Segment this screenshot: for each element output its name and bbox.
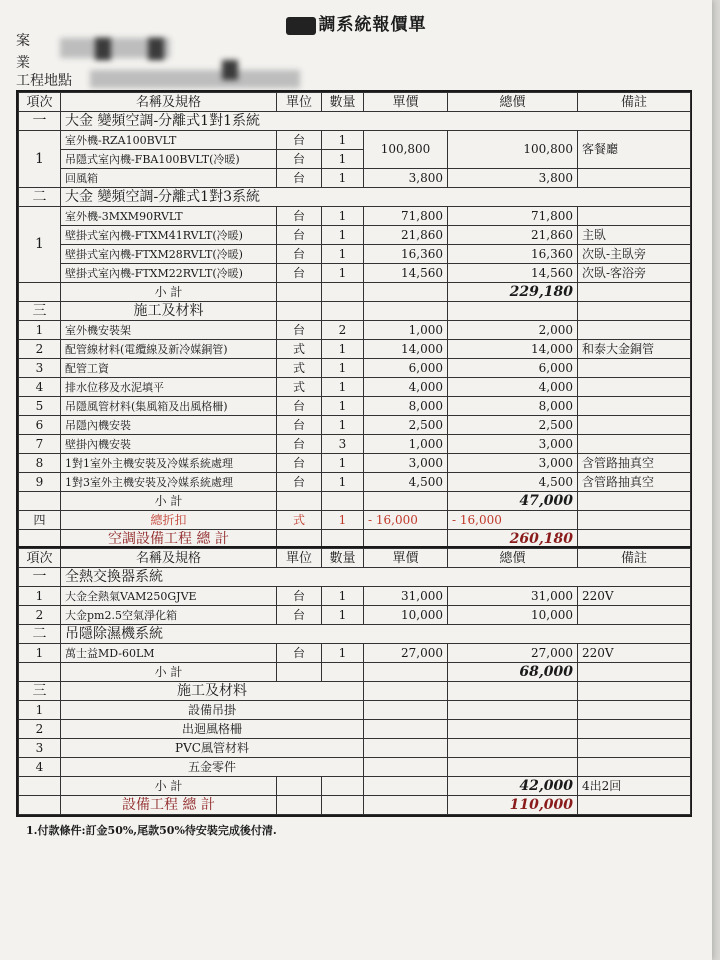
group-row: 三 施工及材料 — [19, 302, 691, 321]
case-label: 案 — [16, 33, 30, 49]
table-row: 3 PVC風管材料 — [19, 739, 691, 758]
table-row: 1 萬士益MD-60LM 台 1 27,000 27,000 220V — [19, 644, 691, 663]
grand-total-value: 110,000 — [448, 796, 578, 815]
header-row — [19, 93, 691, 112]
table-row: 壁掛式室內機-FTXM22RVLT(冷暖) 台 1 14,560 14,560 次臥-客浴旁 — [19, 264, 691, 283]
subtotal-value: 68,000 — [448, 663, 578, 682]
group-row: 二 吊隱除濕機系統 — [19, 625, 691, 644]
col-qty: 數量 — [322, 93, 364, 112]
redaction-mark — [286, 17, 316, 35]
col-total: 總價 — [448, 93, 578, 112]
col-unit: 單位 — [277, 93, 322, 112]
table-row: 2 配管線材料(電纜線及新冷媒銅管) 式 1 14,000 14,000 和泰大金銅管 — [19, 340, 691, 359]
redacted-case-dark-2 — [148, 38, 164, 60]
equipment-quote-table — [16, 546, 692, 817]
table-row: 4 五金零件 — [19, 758, 691, 777]
group-row: 一 大金 變頻空調-分離式1對1系統 — [19, 112, 691, 131]
table-row: 2 出迴風格柵 — [19, 720, 691, 739]
col-price: 單價 — [364, 93, 448, 112]
subtotal-row: 小 計 229,180 — [19, 283, 691, 302]
business-label: 業 — [16, 55, 30, 71]
redacted-case-dark — [95, 38, 111, 60]
page-title: 調系統報價單 — [0, 10, 712, 35]
redacted-site-dark — [222, 60, 238, 80]
table-row: 壁掛式室內機-FTXM28RVLT(冷暖) 台 1 16,360 16,360 次臥-主臥旁 — [19, 245, 691, 264]
table-row: 回風箱 台 1 3,800 3,800 — [19, 169, 691, 188]
site-label: 工程地點 — [16, 73, 72, 89]
table-row: 1 大金全熱氣VAM250GJVE 台 1 31,000 31,000 220V — [19, 587, 691, 606]
group-row: 二 大金 變頻空調-分離式1對3系統 — [19, 188, 691, 207]
redacted-site — [90, 70, 300, 88]
table-row: 2 大金pm2.5空氣淨化箱 台 1 10,000 10,000 — [19, 606, 691, 625]
table-row: 1 室外機-RZA100BVLT 台 1 100,800 100,800 客餐廳 — [19, 131, 691, 150]
col-name: 名稱及規格 — [61, 93, 277, 112]
table-row: 9 1對3室外主機安裝及冷媒系統處理 台 1 4,500 4,500 含管路抽真空 — [19, 473, 691, 492]
discount-row: 四 總折扣 式 1 - 16,000 - 16,000 — [19, 511, 691, 530]
grand-total-row: 設備工程 總 計 110,000 — [19, 796, 691, 815]
subtotal-value: 229,180 — [448, 283, 578, 302]
ac-quote-table — [16, 90, 692, 549]
table-row: 1 室外機安裝架 台 2 1,000 2,000 — [19, 321, 691, 340]
table-row: 4 排水位移及水泥填平 式 1 4,000 4,000 — [19, 378, 691, 397]
group-row: 一 全熱交換器系統 — [19, 568, 691, 587]
col-remark: 備註 — [578, 93, 691, 112]
table-row: 吊隱式室內機-FBA100BVLT(冷暖) 台 1 — [19, 150, 691, 169]
col-no: 項次 — [19, 93, 61, 112]
table-row: 5 吊隱風管材料(集風箱及出風格柵) 台 1 8,000 8,000 — [19, 397, 691, 416]
table-row: 1 室外機-3MXM90RVLT 台 1 71,800 71,800 — [19, 207, 691, 226]
subtotal-value: 47,000 — [448, 492, 578, 511]
table-row: 6 吊隱內機安裝 台 1 2,500 2,500 — [19, 416, 691, 435]
header-row: 項次 名稱及規格 單位 數量 單價 總價 備註 — [19, 549, 691, 568]
table-row: 1 設備吊掛 — [19, 701, 691, 720]
subtotal-row: 小 計 47,000 — [19, 492, 691, 511]
payment-terms: 1.付款條件:訂金50%,尾款50%待安裝完成後付清. — [26, 824, 277, 837]
subtotal-row: 小 計 42,000 4出2回 — [19, 777, 691, 796]
table-row: 8 1對1室外主機安裝及冷媒系統處理 台 1 3,000 3,000 含管路抽真空 — [19, 454, 691, 473]
table-row: 壁掛式室內機-FTXM41RVLT(冷暖) 台 1 21,860 21,860 主臥 — [19, 226, 691, 245]
subtotal-value: 42,000 — [448, 777, 578, 796]
subtotal-row: 小 計 68,000 — [19, 663, 691, 682]
group-row: 三 施工及材料 — [19, 682, 691, 701]
table-row: 7 壁掛內機安裝 台 3 1,000 3,000 — [19, 435, 691, 454]
grand-total-value: 260,180 — [448, 530, 578, 549]
grand-total-row: 空調設備工程 總 計 260,180 — [19, 530, 691, 549]
table-row: 3 配管工資 式 1 6,000 6,000 — [19, 359, 691, 378]
subtotal-remark: 4出2回 — [578, 777, 691, 796]
